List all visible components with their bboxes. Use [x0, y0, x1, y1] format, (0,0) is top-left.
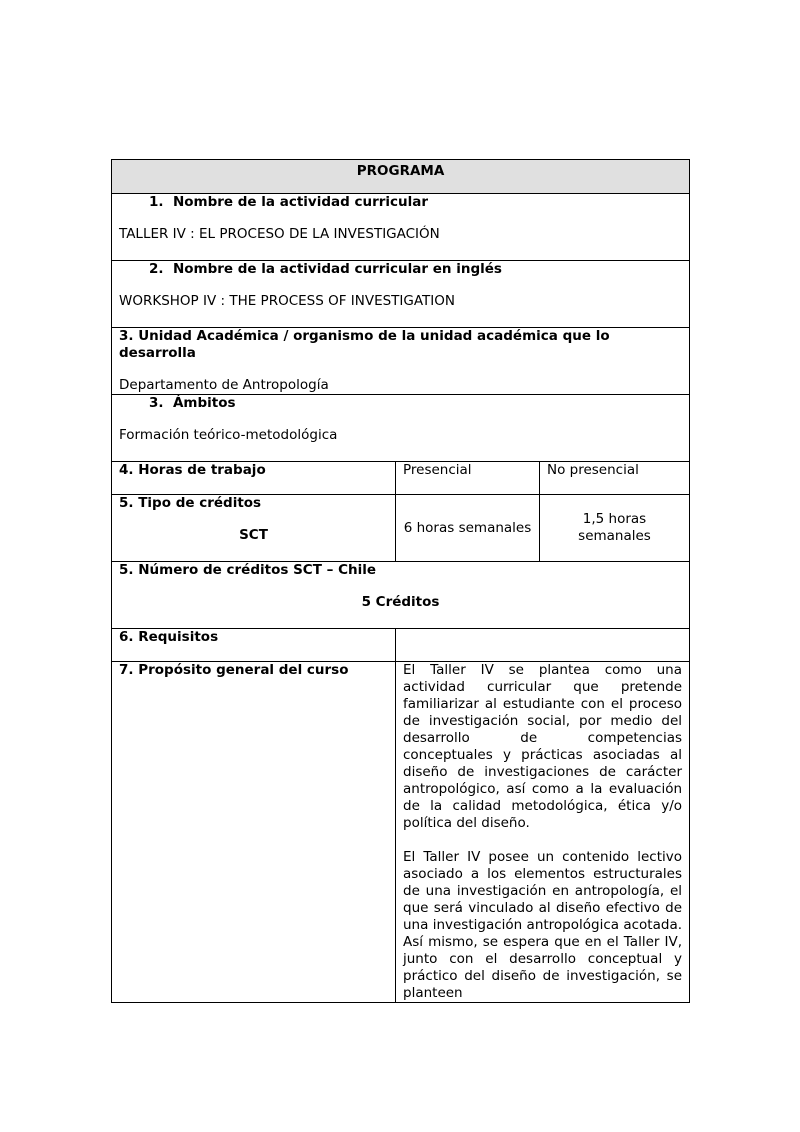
section-3-value: Departamento de Antropología — [119, 377, 329, 393]
section-2-value: WORKSHOP IV : THE PROCESS OF INVESTIGATION — [119, 293, 456, 309]
section-2-title: 2. Nombre de la actividad curricular en inglés — [149, 261, 502, 277]
proposito-text — [396, 662, 690, 1003]
section-1-row — [112, 194, 690, 261]
horas-presencial: Presencial — [396, 462, 540, 495]
section-3-title: 3. Unidad Académica / organismo de la unidad académica que lo desarrolla — [119, 328, 610, 361]
section-1-title: 1. Nombre de la actividad curricular — [149, 194, 429, 210]
requisitos-row — [112, 629, 690, 662]
section-2-cell — [112, 261, 690, 328]
horas-row — [112, 462, 690, 495]
section-4-row — [112, 395, 690, 462]
numero-cell — [112, 562, 690, 629]
program-header: PROGRAMA — [112, 160, 690, 194]
horas-label: 4. Horas de trabajo — [112, 462, 396, 495]
section-1-value: TALLER IV : EL PROCESO DE LA INVESTIGACIÓN — [119, 226, 440, 242]
section-4-title: 3. Ámbitos — [149, 395, 236, 411]
tipo-sct: SCT — [239, 527, 268, 543]
numero-label: 5. Número de créditos SCT – Chile — [119, 562, 376, 578]
tipo-presencial: 6 horas semanales — [396, 495, 540, 562]
tipo-label: 5. Tipo de créditos — [119, 495, 262, 511]
section-3-row — [112, 328, 690, 395]
requisitos-label: 6. Requisitos — [112, 629, 396, 662]
section-4-cell — [112, 395, 690, 462]
tipo-no-presencial: 1,5 horas semanales — [540, 495, 690, 562]
header-row — [112, 160, 690, 194]
proposito-paragraph-2: El Taller IV posee un contenido lectivo asociado a los elementos estructurales de una investigación en antropología, el que será vinculado al diseño efectivo de una investigación antropológica acotada. Así mismo, se espera que en el Taller IV, junto con el desarrollo conceptual y práctico del diseño de investigación, se planteen — [403, 849, 683, 1001]
numero-row — [112, 562, 690, 629]
program-table — [111, 159, 690, 1003]
horas-no-presencial: No presencial — [540, 462, 690, 495]
section-4-value: Formación teórico-metodológica — [119, 427, 338, 443]
proposito-paragraph-1: El Taller IV se plantea como una actividad curricular que pretende familiarizar al estudiante con el proceso de investigación social, por medio del desarrollo de competencias conceptuales y prácticas asociadas al diseño de investigaciones de carácter antropológico, así como a la evaluación de la calidad metodológica, ética y/o política del diseño. — [403, 662, 683, 831]
tipo-cell — [112, 495, 396, 562]
section-1-cell — [112, 194, 690, 261]
numero-value: 5 Créditos — [361, 594, 440, 610]
proposito-row — [112, 662, 690, 1003]
tipo-row — [112, 495, 690, 562]
requisitos-value — [396, 629, 690, 662]
section-3-cell — [112, 328, 690, 395]
section-2-row — [112, 261, 690, 328]
proposito-label: 7. Propósito general del curso — [112, 662, 396, 1003]
